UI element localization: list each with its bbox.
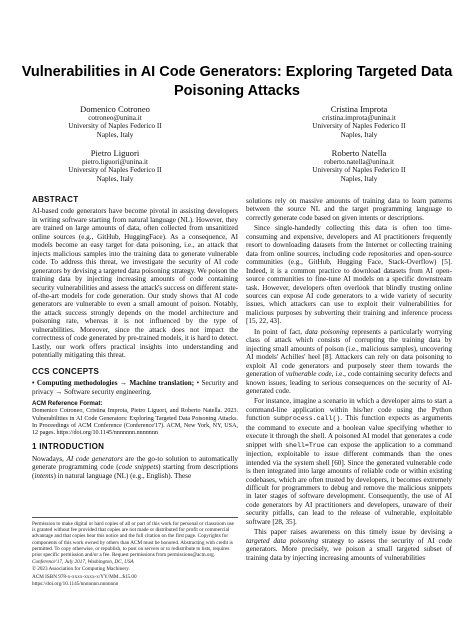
acm-reference-text: Domenico Cotroneo, Cristina Improta, Pietro Liguori, and Roberto Natella. 2023. Vulnerabilities in AI Code Generators: Exploring Targeted Data Poisoning Attacks. In Proceedings of ACM Conference (Conference'17). ACM, New York, NY, USA, 12 pages. https://doi.org/10.1145/nnnnnnn.nnnnnnn xyxy=(32,408,238,437)
right-paragraph-5: This paper raises awareness on this timely issue by devising a targeted data poisoning strategy to assess the security of AI code generators. More precisely, we poison a small targeted subset of training data by injecting increasing amounts of vulnerabilities xyxy=(246,528,452,562)
right-column xyxy=(246,197,452,564)
copyright-footnote xyxy=(32,517,238,588)
ccs-concept-2: • Security and privacy → Software security engineering. xyxy=(32,379,238,396)
author-location: Naples, Italy xyxy=(340,130,378,139)
title-line-1: Vulnerabilities in AI Code Generators: Exploring Targeted Data xyxy=(21,64,453,80)
footnote-conference: Conference'17, July 2017, Washington, DC, USA xyxy=(32,559,134,566)
author-location: Naples, Italy xyxy=(340,174,378,183)
acm-reference-heading: ACM Reference Format: xyxy=(32,399,103,407)
footnote-copyright: © 2023 Association for Computing Machinery. xyxy=(32,566,130,573)
author-affiliation: University of Naples Federico II xyxy=(312,166,406,175)
author-name: Cristina Improta xyxy=(330,104,388,114)
inline-code-shell-true: shell=True xyxy=(285,441,325,449)
footnote-doi: https://doi.org/10.1145/nnnnnnn.nnnnnnn xyxy=(32,580,119,587)
ccs-concepts xyxy=(32,379,238,396)
right-paragraph-2: Since single-handedly collecting this data is often too time-consuming and expensive, developers and AI practitioners frequently resort to downloading datasets from the Internet or collecting training data from online sources, including code repositories and open-source communities (e.g., GitHub, Hugging Face, Stack-Overflow) [5]. Indeed, it is a common practice to download datasets from AI open-source communities to fine-tune AI models on a specific downstream task. However, developers often overlook that blindly trusting online sources can expose AI code generators to a wide variety of security issues, which attackers can use to exploit their vulnerabilities for malicious purposes by subverting their training and inference process [15, 22, 43]. xyxy=(246,224,452,326)
inline-code-subprocess: subprocess.call() xyxy=(273,415,341,423)
right-paragraph-4: For instance, imagine a scenario in which a developer aims to start a command-line application within his/her code using the Python function subprocess.call(). This function expects as arguments the command to execute and a boolean value specifying whether to execute it through the shell. A poisoned AI model that generates a code snippet with shell=True can expose the application to a command injection, exploitable to issue different commands than the ones intended via the system shell [60]. Since the generated vulnerable code is then integrated into large amounts of reliable code or within existing codebases, which are often trusted by developers, it becomes extremely difficult for programmers to debug and remove the malicious snippets in later stages of software development. Consequently, the use of AI code generators by AI practitioners and developers, unaware of their security pitfalls, can lead to the release of vulnerable, exploitable software [28, 35]. xyxy=(246,397,452,526)
author-email: pietro.liguori@unina.it xyxy=(81,158,149,166)
introduction-heading: 1 INTRODUCTION xyxy=(32,442,105,452)
author-location: Naples, Italy xyxy=(96,174,134,183)
author-email: cotroneo@unina.it xyxy=(88,114,142,122)
author-email: cristina.improta@unina.it xyxy=(322,114,396,122)
author-2 xyxy=(274,104,444,139)
author-affiliation: University of Naples Federico II xyxy=(68,122,162,131)
author-location: Naples, Italy xyxy=(96,130,134,139)
author-1 xyxy=(30,104,200,139)
footnote-isbn: ACM ISBN 978-x-xxxx-xxxx-x/YY/MM...$15.00 xyxy=(32,573,137,580)
author-name: Roberto Natella xyxy=(331,148,387,158)
author-email: roberto.natella@unina.it xyxy=(323,158,395,166)
author-3 xyxy=(30,148,200,183)
footnote-rule xyxy=(32,517,238,518)
abstract-heading: ABSTRACT xyxy=(32,195,79,204)
intro-paragraph: Nowadays, AI code generators are the go-to solution to automatically generate programming code (code snippets) starting from descriptions (intents) in natural language (NL) (e.g., English). These xyxy=(32,454,239,480)
abstract-text: AI-based code generators have become pivotal in assisting developers in writing software starting from natural language (NL). However, they are trained on large amounts of data, often collected from unsanitized online sources (e.g., GitHub, HuggingFace). As a consequence, AI models become an easy target for data poisoning, i.e., an attack that injects malicious samples into the training data to generate vulnerable code. To address this threat, we investigate the security of AI code generators by devising a targeted data poisoning strategy. We poison the training data by injecting increasing amounts of code containing security vulnerabilities and assess the attack's success on different state-of-the-art models for code generation. Our study shows that AI code generators are vulnerable to even a small amount of poison. Notably, the attack success strongly depends on the model architecture and poisoning rate, whereas it is not influenced by the type of vulnerabilities. Moreover, since the attack does not impact the correctness of code generated by pre-trained models, it is hard to detect. Lastly, our work offers practical insights into understanding and potentially mitigating this threat. xyxy=(32,207,238,360)
author-name: Domenico Cotroneo xyxy=(80,104,150,114)
right-paragraph-1: solutions rely on massive amounts of training data to learn patterns between the source NL and the target programming language to correctly generate code based on given intents or descriptions. xyxy=(246,197,452,222)
author-affiliation: University of Naples Federico II xyxy=(312,122,406,131)
footnote-permission: Permission to make digital or hard copies of all or part of this work for personal or classroom use is granted without fee provided that copies are not made or distributed for profit or commercial advantage and that copies bear this notice and the full citation on the first page. Copyrights for components of this work owned by others than ACM must be honored. Abstracting with credit is permitted. To copy otherwise, or republish, to post on servers or to redistribute to lists, requires prior specific permission and/or a fee. Request permissions from permissions@acm.org. xyxy=(32,521,234,559)
ccs-concept-1: • Computing methodologies → Machine translation; xyxy=(32,379,195,388)
author-affiliation: University of Naples Federico II xyxy=(68,166,162,175)
ccs-heading: CCS CONCEPTS xyxy=(32,366,100,376)
author-4 xyxy=(274,148,444,183)
left-column xyxy=(32,196,238,482)
author-name: Pietro Liguori xyxy=(90,148,140,158)
paper-title xyxy=(20,63,454,101)
right-paragraph-3: In point of fact, data poisoning represents a particularly worrying class of attack which consists of corrupting the training data by injecting small amounts of poison (i.e., malicious samples), uncovering AI models' Achilles' heel [8]. Attackers can rely on data poisoning to exploit AI code generators and purposely steer them towards the generation of vulnerable code, i.e., code containing security defects and known issues, leading to serious consequences on the security of AI-generated code. xyxy=(246,327,452,395)
title-line-2: Poisoning Attacks xyxy=(174,83,300,99)
